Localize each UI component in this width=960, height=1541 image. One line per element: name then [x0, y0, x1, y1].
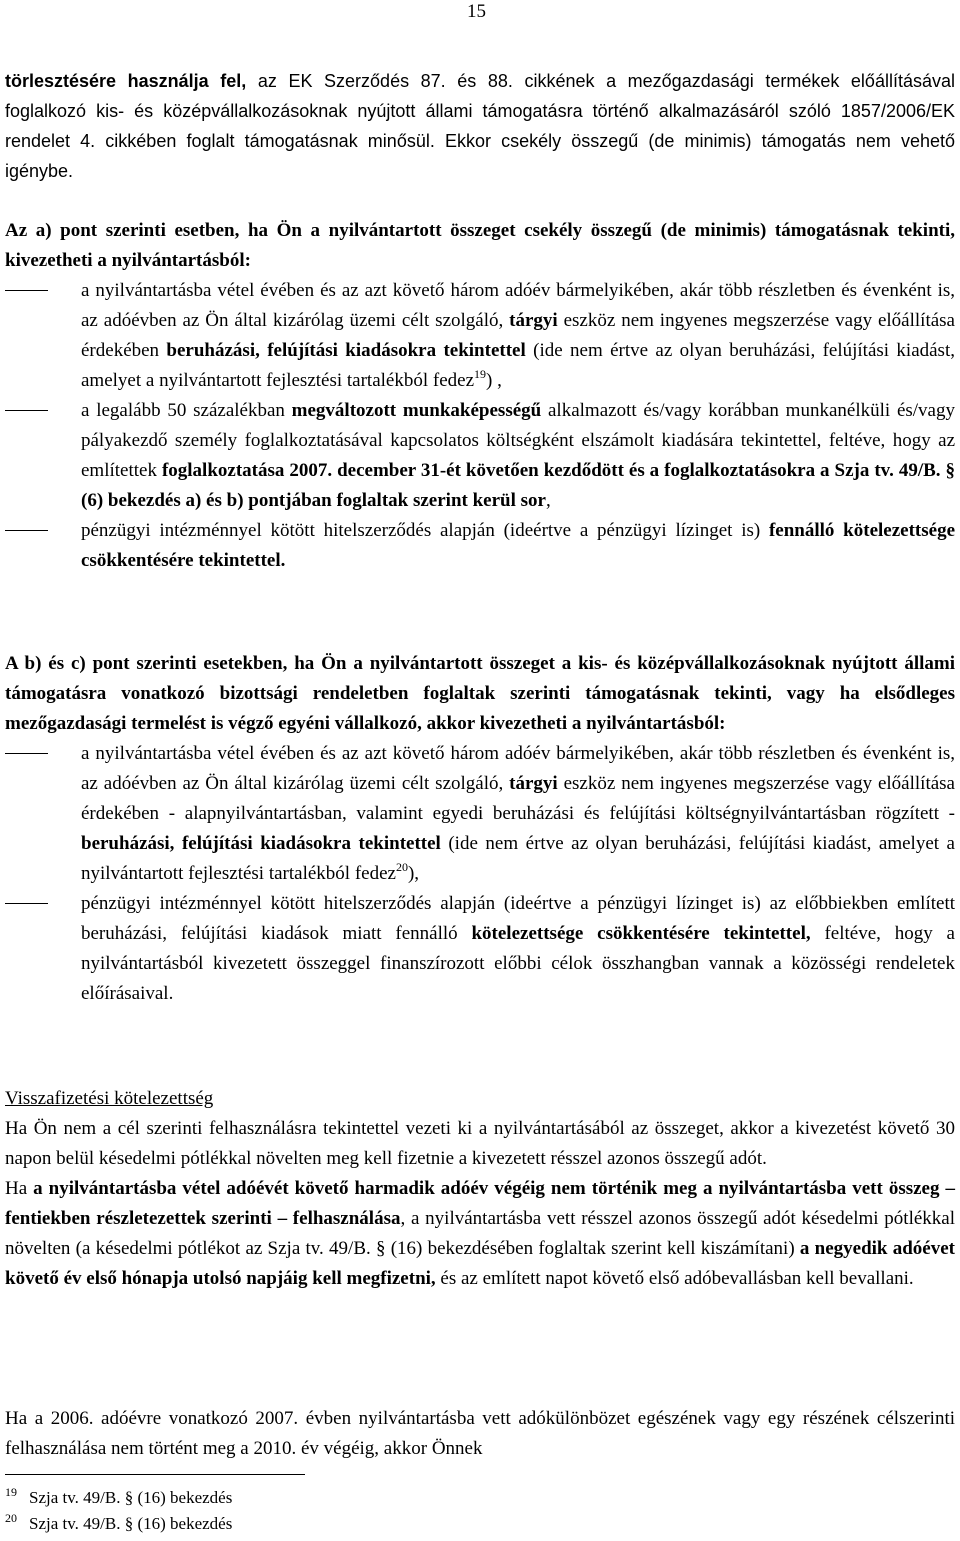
footnote-ref: 19 — [474, 367, 487, 381]
text-run: feltéve, hogy a nyilvántartásból kivezetett összeggel finanszírozott előbbi célok összhangban vannak a közösségi rendeletek előírásaival. — [81, 923, 955, 1004]
text-run: a legalább 50 százalékban — [81, 400, 292, 421]
repayment-section — [5, 1084, 955, 1294]
section-a-item-2 — [5, 396, 955, 516]
bold-text: tárgyi — [509, 773, 558, 794]
footnote-number: 20 — [5, 1511, 17, 1525]
footnote-number: 19 — [5, 1485, 17, 1499]
dash-bullet — [5, 290, 48, 291]
bold-text: beruházási, felújítási kiadásokra tekintettel — [81, 833, 441, 854]
section-bc-item-2 — [5, 889, 955, 1009]
bold-text: törlesztésére használja fel, — [5, 71, 247, 91]
section-a-item-1 — [5, 276, 955, 396]
section-bc-heading — [5, 649, 955, 739]
text-run: alkalmazott és/vagy korábban munkanélküli és/vagy pályakezdő személy foglalkoztatásával kapcsolatos költségként elszámolt kiadására tekintettel, feltéve, hogy az említettek — [81, 400, 955, 481]
repayment-paragraph-1 — [5, 1114, 955, 1174]
bold-text: fennálló kötelezettsége csökkentésére tekintettel. — [81, 520, 955, 571]
text-run: (ide nem értve az olyan beruházási, felújítási kiadást, amelyet a nyilvántartott fejlesztési tartalékból fedez — [81, 833, 955, 884]
text-run: a nyilvántartásba vétel évében és az azt követő három adóév bármelyikében, akár több részletben és évenként is, az adóévben az Ön által kizárólag üzemi célt szolgáló, — [81, 743, 955, 794]
bold-text: tárgyi — [509, 310, 558, 331]
bold-text: beruházási, felújítási kiadásokra tekintettel — [166, 340, 526, 361]
text-run: pénzügyi intézménnyel kötött hitelszerződés alapján (ideértve a pénzügyi lízinget is) — [81, 520, 769, 541]
text-run: Ha — [5, 1178, 34, 1199]
closing-paragraph — [5, 1404, 955, 1464]
section-a-item-3 — [5, 516, 955, 576]
bold-text: megváltozott munkaképességű — [291, 400, 542, 421]
footnote-text: Szja tv. 49/B. § (16) bekezdés — [29, 1514, 233, 1533]
dash-bullet — [5, 530, 48, 531]
dash-bullet — [5, 410, 48, 411]
repayment-title: Visszafizetési kötelezettség — [5, 1088, 214, 1109]
dash-bullet — [5, 903, 48, 904]
bold-text: foglalkoztatása 2007. december 31-ét követően kezdődött és a foglalkoztatásokra a Szja tv. 49/B. § (6) bekezdés a) és b) pontjában foglaltak szerint kerül sor — [81, 460, 955, 511]
section-bc — [5, 649, 955, 1009]
bold-text: Az a) pont szerinti esetben, ha Ön a nyilvántartott összeget csekély összegű (de minimis) támogatásnak tekinti, kivezetheti a nyilvántartásból: — [5, 220, 955, 271]
text-run: pénzügyi intézménnyel kötött hitelszerződés alapján (ideértve a pénzügyi lízinget is) az előbbiekben említett beruházási, felújítási kiadások miatt fennálló — [81, 893, 955, 944]
footnote-ref: 20 — [395, 860, 408, 874]
footnote-20 — [5, 1507, 405, 1535]
section-a — [5, 216, 955, 576]
bold-text: a negyedik adóévet követő év első hónapja utolsó napjáig kell megfizetni, — [5, 1238, 955, 1289]
footnote-separator — [5, 1474, 305, 1475]
text-run: (ide nem értve az olyan beruházási, felújítási kiadást, amelyet a nyilvántartott fejlesztési tartalékból fedez — [81, 340, 955, 391]
section-a-heading — [5, 216, 955, 276]
dash-bullet — [5, 753, 48, 754]
text-run: , a nyilvántartásba vett résszel azonos összegű adót késedelmi pótlékkal növelten (a késedelmi pótlékot az Szja tv. 49/B. § (16) bekezdésében foglaltak szerint kell kiszámítani) — [5, 1208, 956, 1259]
text-run: , — [545, 490, 551, 511]
text-run: eszköz nem ingyenes megszerzése vagy előállítása érdekében — [81, 310, 955, 361]
bold-text: kötelezettsége csökkentésére tekintettel, — [471, 923, 811, 944]
footnote-text: Szja tv. 49/B. § (16) bekezdés — [29, 1488, 233, 1507]
text-run: Ha a 2006. adóévre vonatkozó 2007. évben nyilvántartásba vett adókülönbözet egészének vagy egy részének célszerinti felhasználása nem történt meg a 2010. év végéig, akkor Önnek — [5, 1408, 955, 1459]
text-run: és az említett napot követő első adóbevallásban kell bevallani. — [435, 1268, 914, 1289]
intro-paragraph — [5, 66, 955, 186]
bold-text: a nyilvántartásba vétel adóévét követő harmadik adóév végéig nem történik meg a nyilvántartásba vett összeg – fentiekben részletezettek szerinti – felhasználása — [5, 1178, 956, 1229]
section-bc-item-1 — [5, 739, 955, 889]
footnote-19 — [5, 1481, 405, 1509]
text-run: Ha Ön nem a cél szerinti felhasználásra tekintettel vezeti ki a nyilvántartásából az összeget, akkor a kivezetést követő 30 napon belül késedelmi pótlékkal növelten meg kell fizetnie a kivezetett résszel azonos összegű adót. — [5, 1118, 955, 1169]
text-run: ) , — [486, 370, 502, 391]
text-run: eszköz nem ingyenes megszerzése vagy előállítása érdekében - alapnyilvántartásban, valamint egyedi beruházási és felújítási költségnyilvántartásban rögzített - — [81, 773, 955, 824]
page-number: 15 — [467, 1, 486, 22]
text-run: az EK Szerződés 87. és 88. cikkének a mezőgazdasági termékek előállításával foglalkozó kis- és középvállalkozásoknak nyújtott állami támogatásra történő alkalmazásáról szóló 1857/2006/EK rendelet 4. cikkében foglalt támogatásnak minősül. Ekkor csekély összegű (de minimis) támogatás nem vehető igénybe. — [5, 71, 955, 181]
bold-text: A b) és c) pont szerinti esetekben, ha Ön a nyilvántartott összeget a kis- és középvállalkozásoknak nyújtott állami támogatásra vonatkozó bizottsági rendeletben foglaltak szerinti támogatásnak tekinti, vagy ha elsődleges mezőgazdasági termelést is végző egyéni vállalkozó, akkor kivezetheti a nyilvántartásból: — [5, 653, 955, 734]
text-run: ), — [407, 863, 420, 884]
repayment-paragraph-2 — [5, 1174, 955, 1294]
text-run: a nyilvántartásba vétel évében és az azt követő három adóév bármelyikében, akár több részletben és évenként is, az adóévben az Ön által kizárólag üzemi célt szolgáló, — [81, 280, 955, 331]
